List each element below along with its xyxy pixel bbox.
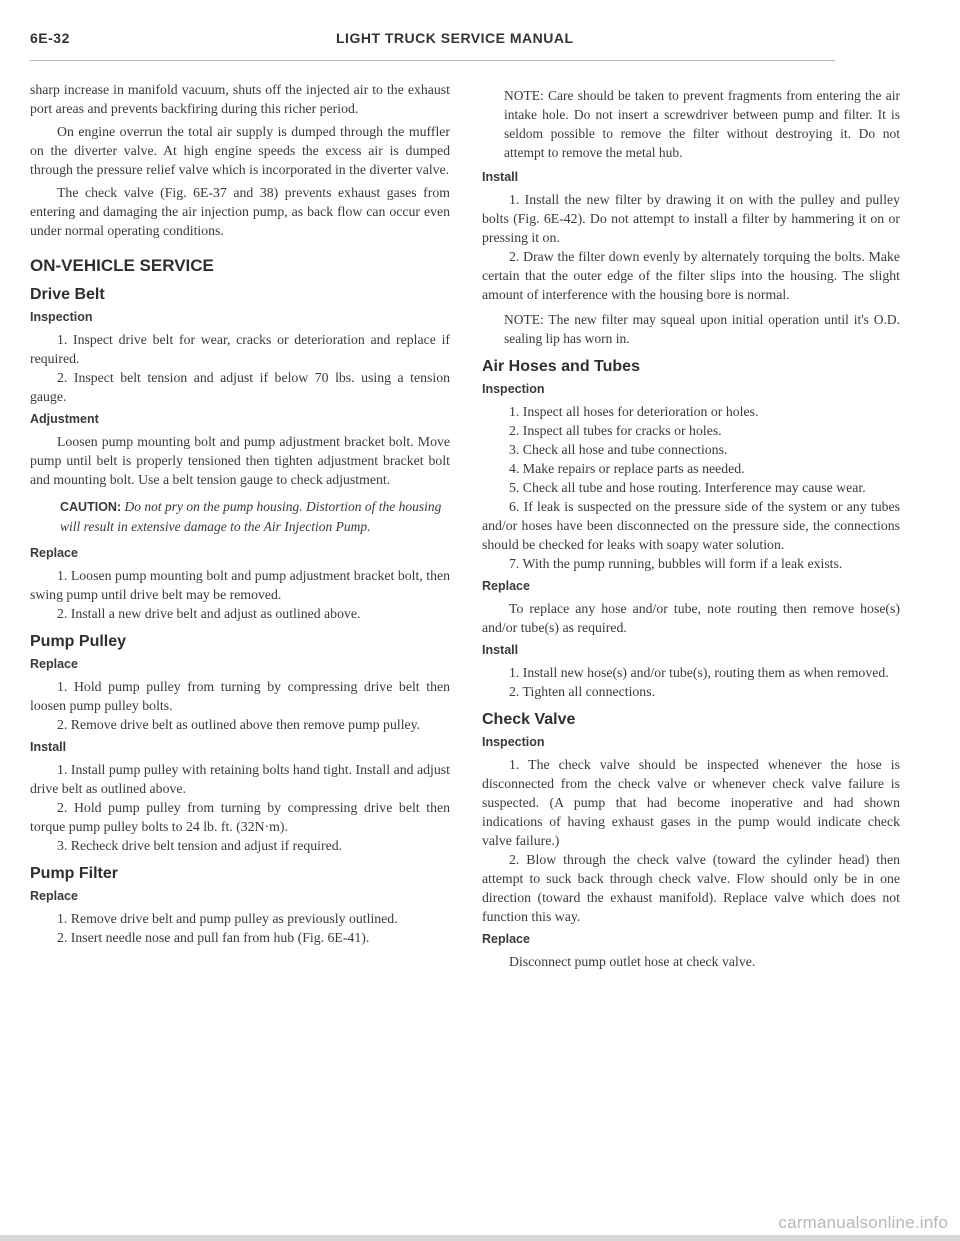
bottom-band	[0, 1235, 960, 1241]
step: 7. With the pump running, bubbles will form if a leak exists.	[509, 556, 843, 571]
note: NOTE: Care should be taken to prevent fragments from entering the air intake hole. Do not insert a screwdriver between pump and filter. It is seldom possible to remove the filter without destroying it. Do not attempt to remove the metal hub.	[504, 88, 900, 160]
step: 1. Install pump pulley with retaining bolts hand tight. Install and adjust drive belt as outlined above.	[30, 762, 450, 796]
step: 1. Remove drive belt and pump pulley as previously outlined.	[57, 911, 398, 926]
subheading-install: Install	[482, 170, 519, 184]
step: 4. Make repairs or replace parts as needed.	[509, 461, 745, 476]
step: 2. Hold pump pulley from turning by compressing drive belt then torque pump pulley bolts to 24 lb. ft. (32N·m).	[30, 800, 450, 834]
subheading-install: Install	[30, 740, 67, 754]
note: NOTE: The new filter may squeal upon initial operation until it's O.D. sealing lip has worn in.	[504, 312, 900, 346]
watermark: carmanualsonline.info	[778, 1213, 948, 1232]
step: 1. Inspect drive belt for wear, cracks or deterioration and replace if required.	[30, 332, 450, 366]
subheading-inspection: Inspection	[482, 735, 545, 749]
manual-title: LIGHT TRUCK SERVICE MANUAL	[336, 30, 574, 46]
subheading-replace: Replace	[482, 932, 530, 946]
step: 1. Inspect all hoses for deterioration or holes.	[509, 404, 759, 419]
section-title-air-hoses: Air Hoses and Tubes	[482, 358, 640, 375]
subheading-install: Install	[482, 643, 519, 657]
intro-paragraph: On engine overrun the total air supply is dumped through the muffler on the diverter valve. At high engine speeds the excess air is dumped through the pressure relief valve which is incorporated in the diverter valve.	[30, 124, 450, 177]
right-column	[482, 80, 900, 971]
step: 1. Hold pump pulley from turning by compressing drive belt then loosen pump pulley bolts.	[30, 679, 450, 713]
step: 3. Check all hose and tube connections.	[509, 442, 728, 457]
step: 1. Install new hose(s) and/or tube(s), routing them as when removed.	[509, 665, 889, 680]
subheading-inspection: Inspection	[482, 382, 545, 396]
page-number: 6E-32	[30, 30, 70, 46]
intro-paragraph: sharp increase in manifold vacuum, shuts off the injected air to the exhaust port areas and prevents backfiring during this richer period.	[30, 82, 450, 116]
replace-text: To replace any hose and/or tube, note routing then remove hose(s) and/or tube(s) as required.	[482, 601, 900, 635]
section-title-onvehicle: ON-VEHICLE SERVICE	[30, 256, 214, 275]
subheading-inspection: Inspection	[30, 310, 93, 324]
subheading-replace: Replace	[482, 579, 530, 593]
section-title-pump-pulley: Pump Pulley	[30, 633, 127, 650]
step: 2. Inspect all tubes for cracks or holes.	[509, 423, 722, 438]
step: 2. Inspect belt tension and adjust if below 70 lbs. using a tension gauge.	[30, 370, 450, 404]
caution-label: CAUTION:	[60, 500, 122, 514]
step: 2. Tighten all connections.	[509, 684, 656, 699]
section-title-drive-belt: Drive Belt	[30, 286, 105, 303]
replace-text: Disconnect pump outlet hose at check valve.	[509, 954, 756, 969]
step: 2. Remove drive belt as outlined above then remove pump pulley.	[57, 717, 421, 732]
subheading-replace: Replace	[30, 889, 78, 903]
step: 6. If leak is suspected on the pressure side of the system or any tubes and/or hoses have been disconnected on the pressure side, the connections should be checked for leaks with soapy water solution.	[482, 499, 900, 552]
step: 2. Insert needle nose and pull fan from hub (Fig. 6E-41).	[57, 930, 370, 945]
step: 1. The check valve should be inspected whenever the hose is disconnected from the check valve or whenever check valve failure is suspected. (A pump that had become inoperative and had shown indications of having exhaust gases in the pump would indicate check valve failure.)	[482, 757, 900, 848]
subheading-replace: Replace	[30, 546, 78, 560]
subheading-replace: Replace	[30, 657, 78, 671]
caution-block	[60, 497, 450, 536]
step: 1. Loosen pump mounting bolt and pump adjustment bracket bolt, then swing pump until drive belt may be removed.	[30, 568, 450, 602]
section-title-pump-filter: Pump Filter	[30, 865, 119, 882]
left-column	[30, 80, 450, 947]
section-title-check-valve: Check Valve	[482, 711, 576, 728]
header-rule	[30, 60, 835, 61]
step: 1. Install the new filter by drawing it on with the pulley and pulley bolts (Fig. 6E-42). Do not attempt to install a filter by hammering it on or pressing it on.	[482, 192, 900, 245]
subheading-adjustment: Adjustment	[30, 412, 99, 426]
step: 2. Draw the filter down evenly by alternately torquing the bolts. Make certain that the outer edge of the filter slips into the housing. The slight amount of interference with the housing bore is normal.	[482, 249, 900, 302]
step: 2. Blow through the check valve (toward the cylinder head) then attempt to suck back through check valve. Flow should only be in one direction (toward the exhaust manifold). Replace valve which does not function this way.	[482, 852, 900, 924]
step: 5. Check all tube and hose routing. Interference may cause wear.	[509, 480, 866, 495]
page-header	[30, 30, 930, 52]
caution-text: Do not pry on the pump housing. Distortion of the housing will result in extensive damage to the Air Injection Pump.	[60, 499, 442, 534]
adjustment-text: Loosen pump mounting bolt and pump adjustment bracket bolt. Move pump until belt is properly tensioned then tighten adjustment bracket bolt and mounting bolt. Use a belt tension gauge to check adjustment.	[30, 434, 450, 487]
step: 3. Recheck drive belt tension and adjust if required.	[57, 838, 343, 853]
intro-paragraph: The check valve (Fig. 6E-37 and 38) prevents exhaust gases from entering and damaging the air injection pump, as back flow can occur even under normal operating conditions.	[30, 185, 450, 238]
step: 2. Install a new drive belt and adjust as outlined above.	[57, 606, 361, 621]
